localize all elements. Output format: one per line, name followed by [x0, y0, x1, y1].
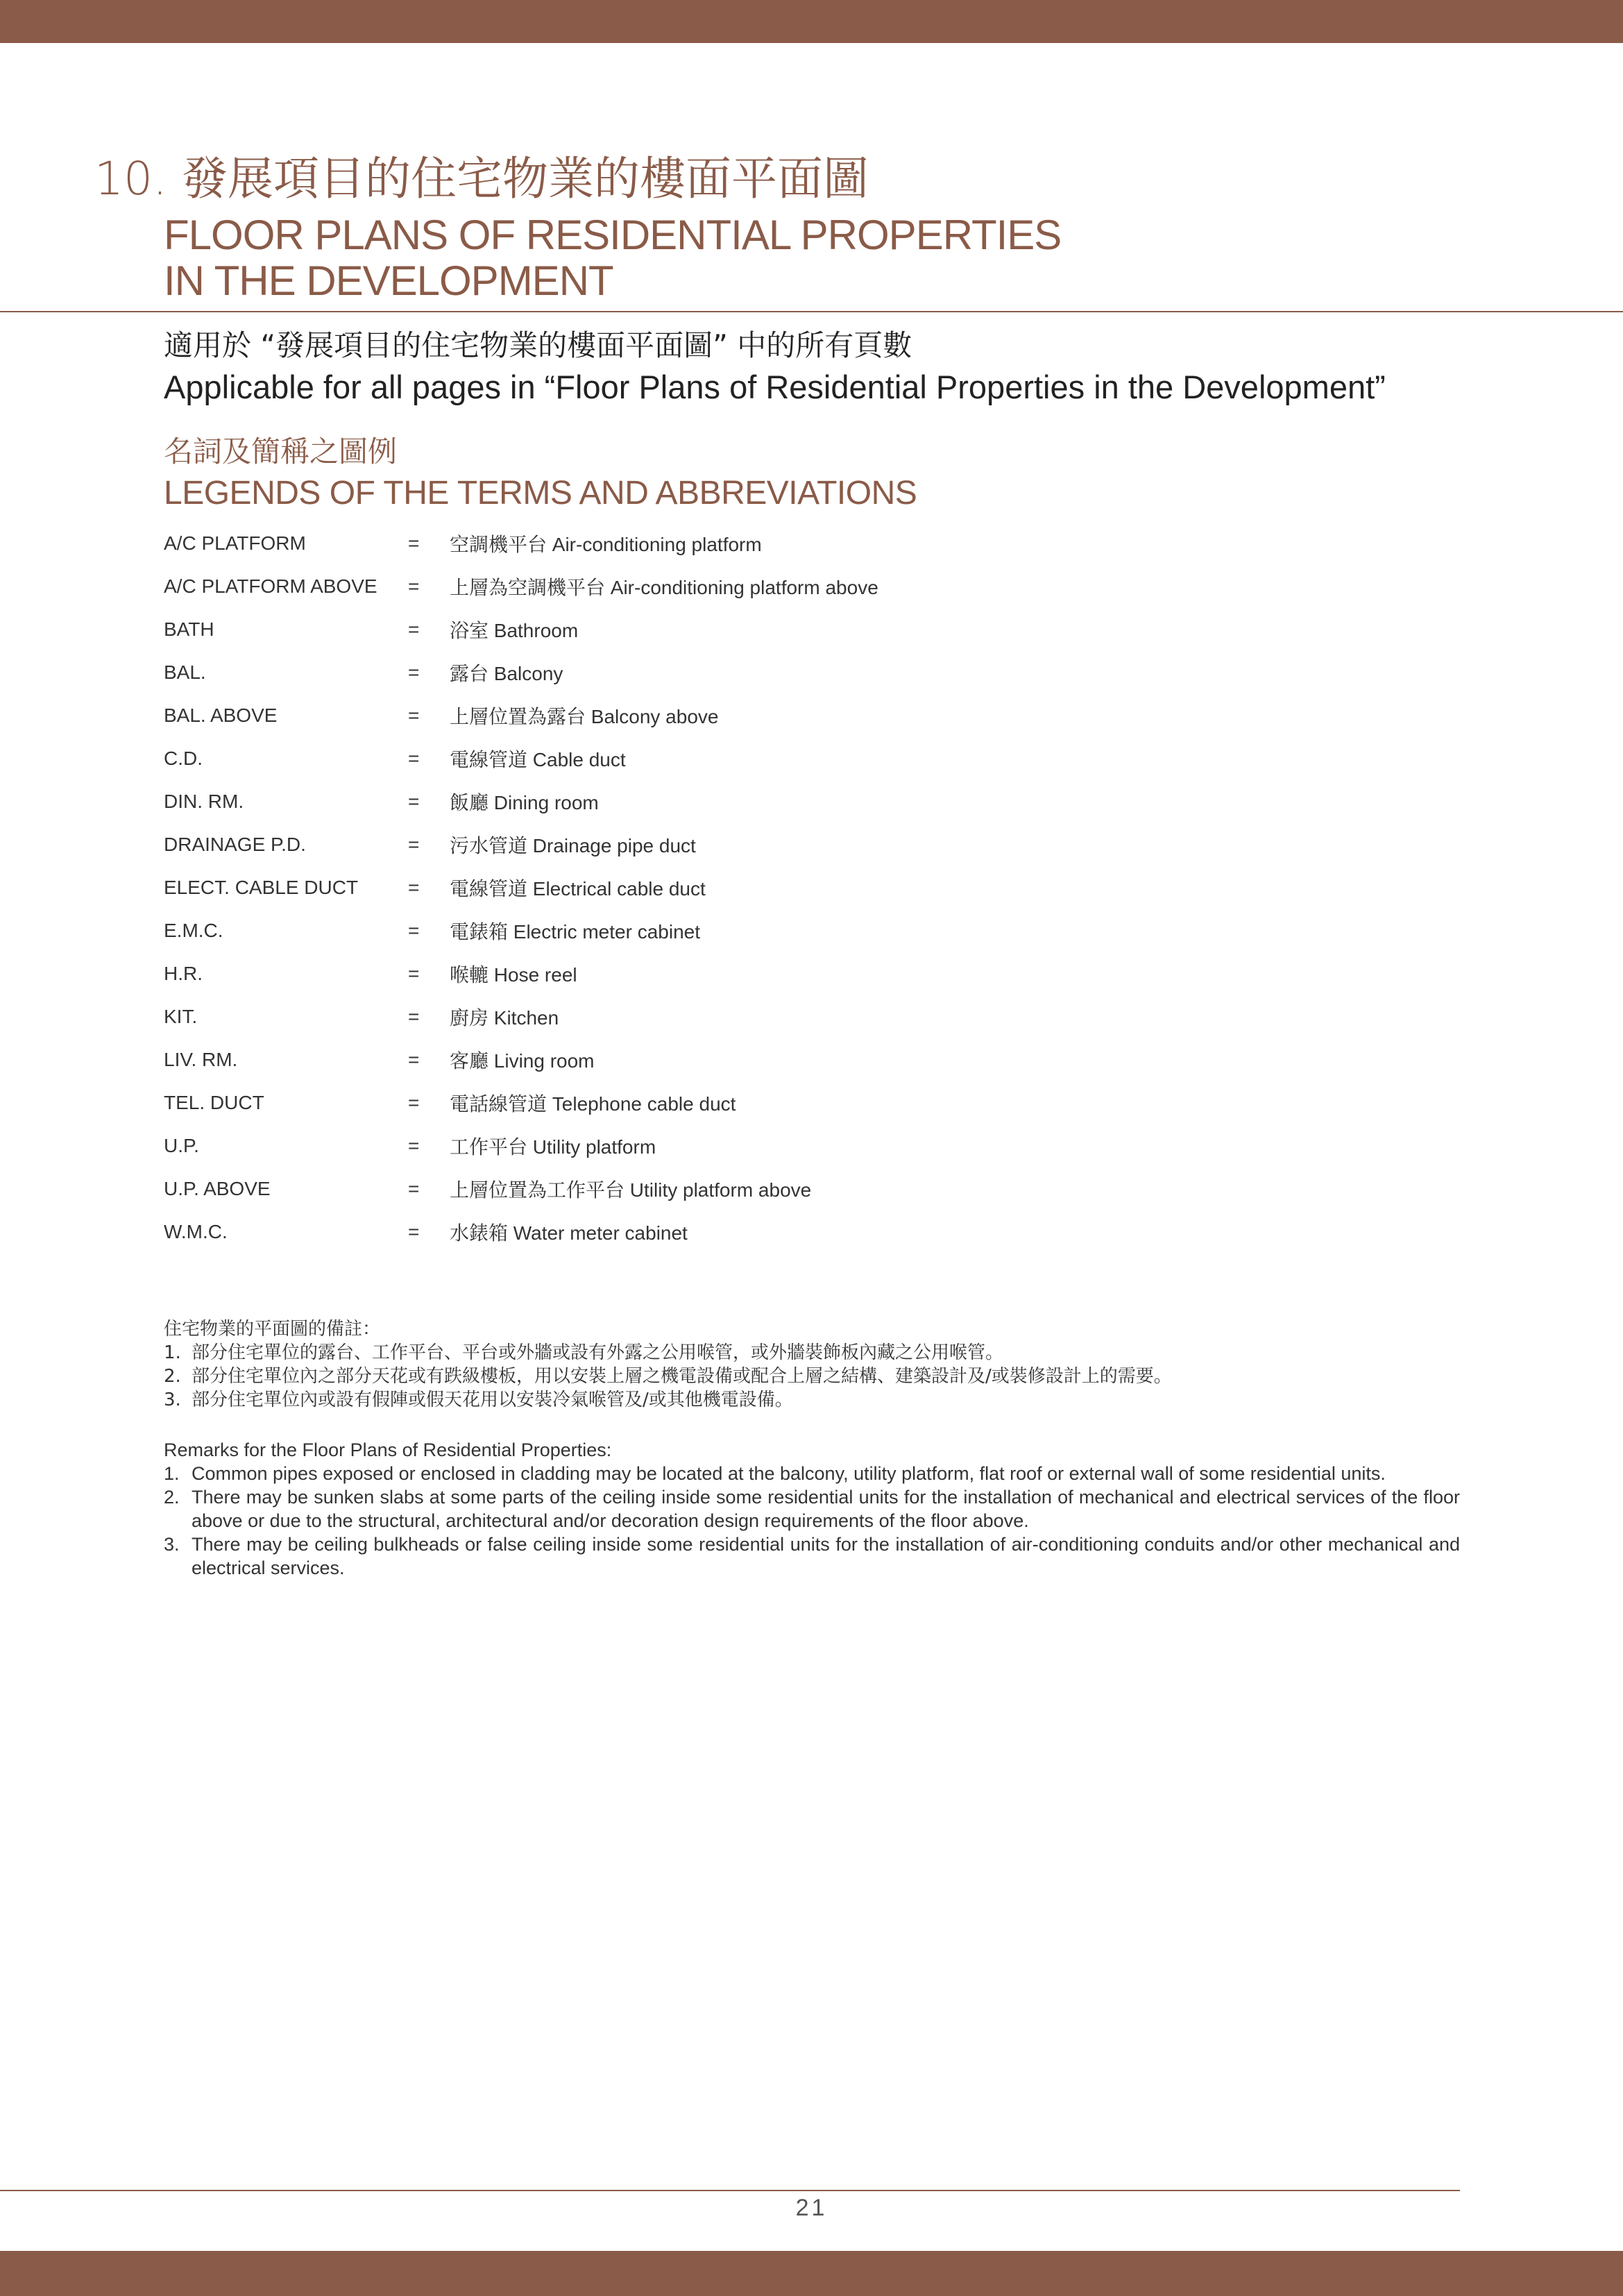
section-title-en-line1: FLOOR PLANS OF RESIDENTIAL PROPERTIES [164, 212, 1062, 258]
legend-term: BATH [164, 618, 214, 640]
remarks-en-list [164, 1462, 1460, 1580]
remarks-en-item-number: 2. [164, 1487, 180, 1508]
legend-heading [164, 430, 917, 514]
remarks-zh-item [164, 1365, 1460, 1388]
legend-definition: 上層位置為工作平台 Utility platform above [450, 1179, 812, 1201]
legend-term: ELECT. CABLE DUCT [164, 877, 359, 898]
legend-equals-sign: = [408, 1221, 420, 1242]
legend-row [164, 608, 1135, 651]
legend-definition: 上層位置為露台 Balcony above [450, 706, 719, 727]
legend-equals-sign: = [408, 1092, 420, 1113]
legend-row [164, 522, 1135, 565]
remarks-en-item [164, 1462, 1460, 1485]
legend-equals-sign: = [408, 1178, 420, 1199]
legend-definition: 水錶箱 Water meter cabinet [450, 1222, 688, 1244]
legend-term: A/C PLATFORM [164, 532, 306, 554]
legend-equals-sign: = [408, 1049, 420, 1070]
legend-row [164, 952, 1135, 995]
legend-term: KIT. [164, 1006, 198, 1027]
remarks-zh-item-text: 部分住宅單位內之部分天花或有跌級樓板，用以安裝上層之機電設備或配合上層之結構、建築設計及/或裝修設計上的需要。 [192, 1366, 1172, 1387]
legend-table [164, 522, 1135, 1253]
legend-equals-sign: = [408, 791, 420, 812]
legend-term: H.R. [164, 963, 203, 984]
legend-definition: 空調機平台 Air-conditioning platform [450, 534, 762, 555]
remarks-zh-item-number: 2. [164, 1366, 181, 1387]
legend-row [164, 823, 1135, 866]
remarks-en [164, 1438, 1460, 1580]
legend-term: W.M.C. [164, 1221, 228, 1242]
remarks-en-item-text: Common pipes exposed or enclosed in cladding may be located at the balcony, utility platform, flat roof or external wall of some residential units. [192, 1463, 1386, 1484]
remarks-en-item-number: 1. [164, 1463, 180, 1484]
remarks-zh-item [164, 1341, 1460, 1365]
section-title-zh-text: 發展項目的住宅物業的樓面平面圖 [181, 152, 869, 205]
legend-row [164, 780, 1135, 823]
remarks-en-heading: Remarks for the Floor Plans of Residential Properties: [164, 1440, 612, 1460]
section-title [94, 146, 1061, 304]
bottom-brand-band [0, 2251, 1623, 2296]
legend-heading-zh: 名詞及簡稱之圖例 [164, 434, 398, 469]
legend-row [164, 1167, 1135, 1210]
applicability-note-zh: 適用於 “發展項目的住宅物業的樓面平面圖” 中的所有頁數 [164, 328, 912, 362]
legend-term: C.D. [164, 748, 203, 769]
legend-equals-sign: = [408, 1135, 420, 1156]
legend-row [164, 1210, 1135, 1253]
footer-divider [0, 2190, 1460, 2191]
legend-equals-sign: = [408, 748, 420, 769]
remarks-zh-item-text: 部分住宅單位內或設有假陣或假天花用以安裝冷氣喉管及/或其他機電設備。 [192, 1390, 793, 1410]
legend-definition: 廚房 Kitchen [450, 1007, 559, 1029]
remarks-en-item [164, 1533, 1460, 1580]
legend-definition: 飯廳 Dining room [450, 792, 599, 813]
remarks-zh-item [164, 1388, 1460, 1412]
legend-equals-sign: = [408, 963, 420, 984]
legend-definition: 電錶箱 Electric meter cabinet [450, 921, 700, 943]
legend-term: E.M.C. [164, 920, 223, 941]
legend-equals-sign: = [408, 1006, 420, 1027]
legend-definition: 喉轆 Hose reel [450, 964, 577, 986]
legend-term: A/C PLATFORM ABOVE [164, 575, 377, 597]
legend-equals-sign: = [408, 618, 420, 640]
section-number: 10. [94, 152, 167, 205]
top-brand-band [0, 0, 1623, 43]
legend-definition: 電話線管道 Telephone cable duct [450, 1093, 736, 1115]
legend-row [164, 866, 1135, 909]
legend-row [164, 1038, 1135, 1081]
legend-definition: 上層為空調機平台 Air-conditioning platform above [450, 577, 878, 598]
legend-row [164, 694, 1135, 737]
legend-term: U.P. [164, 1135, 199, 1156]
legend-term: DIN. RM. [164, 791, 244, 812]
legend-definition: 電線管道 Electrical cable duct [450, 878, 706, 900]
legend-row [164, 995, 1135, 1038]
legend-equals-sign: = [408, 877, 420, 898]
legend-definition: 電線管道 Cable duct [450, 749, 626, 770]
legend-row [164, 909, 1135, 952]
legend-definition: 污水管道 Drainage pipe duct [450, 835, 696, 856]
legend-row [164, 1081, 1135, 1124]
legend-heading-en: LEGENDS OF THE TERMS AND ABBREVIATIONS [164, 475, 917, 512]
remarks-zh-item-number: 3. [164, 1390, 181, 1410]
remarks-zh-item-number: 1. [164, 1342, 181, 1363]
legend-equals-sign: = [408, 834, 420, 855]
legend-term: BAL. ABOVE [164, 704, 278, 726]
remarks-en-item-text: There may be ceiling bulkheads or false ceiling inside some residential units for the installation of air-conditioning conduits and/or other mechanical and electrical services. [192, 1534, 1460, 1578]
remarks-zh-heading: 住宅物業的平面圖的備註： [164, 1319, 381, 1340]
legend-equals-sign: = [408, 704, 420, 726]
header-divider [0, 311, 1623, 312]
remarks-zh [164, 1317, 1460, 1412]
legend-equals-sign: = [408, 575, 420, 597]
legend-row [164, 651, 1135, 694]
applicability-note [164, 325, 1386, 408]
legend-definition: 工作平台 Utility platform [450, 1136, 656, 1158]
legend-term: DRAINAGE P.D. [164, 834, 306, 855]
legend-row [164, 565, 1135, 608]
remarks-zh-item-text: 部分住宅單位的露台、工作平台、平台或外牆或設有外露之公用喉管，或外牆裝飾板內藏之公用喉管。 [192, 1342, 1004, 1363]
remarks-en-item [164, 1485, 1460, 1533]
applicability-note-en: Applicable for all pages in “Floor Plans of Residential Properties in the Development” [164, 369, 1386, 405]
legend-equals-sign: = [408, 920, 420, 941]
page-number: 21 [795, 2195, 828, 2221]
legend-definition: 浴室 Bathroom [450, 620, 579, 641]
remarks-zh-list [164, 1341, 1460, 1412]
section-title-zh [94, 146, 1061, 212]
legend-term: TEL. DUCT [164, 1092, 264, 1113]
legend-term: BAL. [164, 661, 206, 683]
legend-definition: 露台 Balcony [450, 663, 563, 684]
remarks-en-item-number: 3. [164, 1534, 180, 1555]
legend-row [164, 1124, 1135, 1167]
legend-definition: 客廳 Living room [450, 1050, 595, 1072]
legend-equals-sign: = [408, 532, 420, 554]
legend-equals-sign: = [408, 661, 420, 683]
legend-row [164, 737, 1135, 780]
legend-term: LIV. RM. [164, 1049, 238, 1070]
legend-term: U.P. ABOVE [164, 1178, 271, 1199]
section-title-en-line2: IN THE DEVELOPMENT [164, 258, 613, 304]
remarks-en-item-text: There may be sunken slabs at some parts of the ceiling inside some residential units for the installation of mechanical and electrical services of the floor above or due to the structural, architectural and/or decoration design requirements of the floor above. [192, 1487, 1460, 1531]
